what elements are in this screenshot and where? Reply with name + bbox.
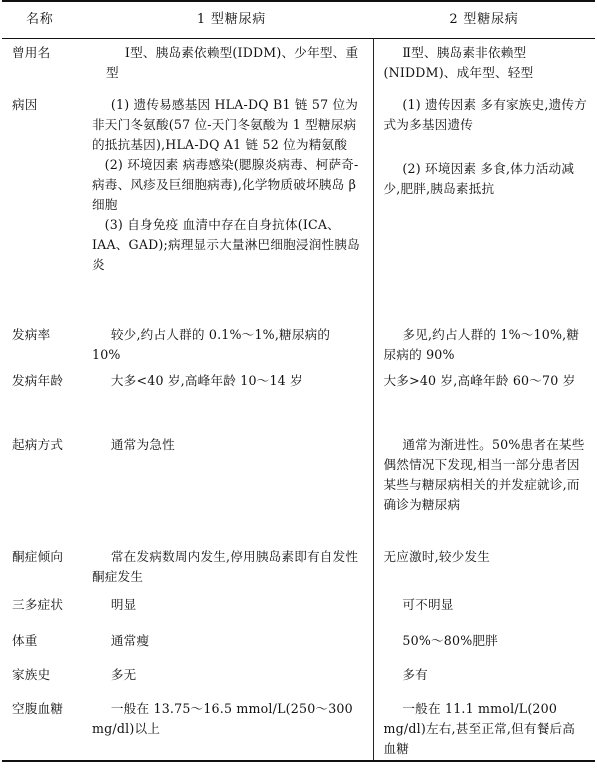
table-row bbox=[2, 369, 595, 427]
cell-text: 无应激时,较少发生 bbox=[383, 549, 491, 564]
cell-text: (2) 环境因素 多食,体力活动减少,肥胖,胰岛素抵抗 bbox=[383, 161, 575, 196]
header-name: 名称 bbox=[26, 12, 54, 27]
header-row bbox=[2, 1, 595, 39]
cell-text: 多见,约占人群的 1%～10%,糖尿病的 90% bbox=[383, 327, 580, 362]
row-label-ketosis: 酮症倾向 bbox=[12, 549, 64, 564]
cell-text: (2) 环境因素 病毒感染(腮腺炎病毒、柯萨奇-病毒、风疹及巨细胞病毒),化学物质破坏胰岛 β 细胞 bbox=[92, 157, 359, 212]
cell-text: 通常为急性 bbox=[110, 437, 175, 452]
table-row bbox=[2, 427, 595, 543]
type2-weight bbox=[373, 621, 595, 657]
cell-text: 常在发病数周内发生,停用胰岛素即有自发性酮症发生 bbox=[92, 549, 359, 584]
cell-text: 通常为渐进性。50%患者在某些偶然情况下发现,相当一部分患者因某些与糖尿病相关的并发症就诊,而确诊为糖尿病 bbox=[383, 437, 585, 512]
type1-fasting-glucose bbox=[90, 691, 373, 761]
type2-polysymptoms bbox=[373, 591, 595, 621]
cell-text: (1) 遗传因素 多有家族史,遗传方式为多基因遗传 bbox=[383, 97, 587, 132]
type1-ketosis bbox=[90, 543, 373, 591]
type1-weight bbox=[90, 621, 373, 657]
type1-onset-age bbox=[90, 369, 373, 427]
type2-onset-mode bbox=[373, 427, 595, 543]
type2-fasting-glucose bbox=[373, 691, 595, 761]
row-label-onset-mode: 起病方式 bbox=[12, 437, 64, 452]
table-body bbox=[2, 39, 595, 762]
type2-ketosis bbox=[373, 543, 595, 591]
cell-text: Ⅱ型、胰岛素非依赖型(NIDDM)、成年型、轻型 bbox=[383, 45, 534, 80]
cell-text: 多无 bbox=[110, 667, 137, 682]
diabetes-comparison-table bbox=[2, 0, 595, 762]
type1-former-names bbox=[90, 39, 373, 84]
table-header bbox=[2, 1, 595, 39]
type2-family-history bbox=[373, 657, 595, 691]
cell-text: 多有 bbox=[402, 667, 428, 682]
type1-etiology bbox=[90, 83, 373, 321]
header-type1: 1 型糖尿病 bbox=[196, 12, 267, 27]
row-label-family-history: 家族史 bbox=[12, 667, 51, 682]
type1-family-history bbox=[90, 657, 373, 691]
table-row bbox=[2, 543, 595, 591]
cell-text: (3) 自身免疫 血清中存在自身抗体(ICA、IAA、GAD);病理显示大量淋巴细胞浸润性胰岛炎 bbox=[92, 217, 360, 272]
table-row bbox=[2, 657, 595, 691]
type1-onset-mode bbox=[90, 427, 373, 543]
type2-incidence bbox=[373, 321, 595, 369]
cell-text: 通常瘦 bbox=[110, 633, 150, 648]
cell-text: 可不明显 bbox=[402, 597, 454, 612]
cell-text: 一般在 11.1 mmol/L(200 mg/dl)左右,甚至正常,但有餐后高血糖 bbox=[383, 701, 576, 756]
row-label-onset-age: 发病年龄 bbox=[12, 373, 64, 388]
header-type2: 2 型糖尿病 bbox=[449, 12, 519, 27]
type1-incidence bbox=[90, 321, 373, 369]
row-label-polysymptoms: 三多症状 bbox=[12, 597, 64, 612]
cell-text: 一般在 13.75～16.5 mmol/L(250～300 mg/dl)以上 bbox=[92, 701, 353, 736]
cell-text: 明显 bbox=[110, 597, 137, 612]
table-row bbox=[2, 83, 595, 321]
table-row bbox=[2, 621, 595, 657]
row-label-weight: 体重 bbox=[12, 633, 38, 648]
row-label-fasting-glucose: 空腹血糖 bbox=[12, 701, 64, 716]
type2-etiology bbox=[373, 83, 595, 321]
cell-text: 50%～80%肥胖 bbox=[402, 633, 498, 648]
cell-text: 大多>40 岁,高峰年龄 60～70 岁 bbox=[383, 373, 576, 388]
table-row bbox=[2, 691, 595, 761]
cell-text: 大多<40 岁,高峰年龄 10～14 岁 bbox=[110, 373, 303, 388]
type2-onset-age bbox=[373, 369, 595, 427]
table-row bbox=[2, 321, 595, 369]
row-label-former-names: 曾用名 bbox=[12, 45, 51, 60]
row-label-incidence: 发病率 bbox=[12, 327, 51, 342]
table-row bbox=[2, 591, 595, 621]
type1-polysymptoms bbox=[90, 591, 373, 621]
table-row bbox=[2, 39, 595, 84]
cell-text: Ⅰ型、胰岛素依赖型(IDDM)、少年型、重型 bbox=[106, 45, 359, 80]
type2-former-names bbox=[373, 39, 595, 84]
row-label-etiology: 病因 bbox=[12, 97, 38, 112]
cell-text: (1) 遗传易感基因 HLA-DQ B1 链 57 位为非天门冬氨酸(57 位-天门冬氨酸为 1 型糖尿病的抵抗基因),HLA-DQ A1 链 52 位为精氨酸 bbox=[92, 97, 359, 152]
cell-text: 较少,约占人群的 0.1%～1%,糖尿病的 10% bbox=[92, 327, 331, 362]
